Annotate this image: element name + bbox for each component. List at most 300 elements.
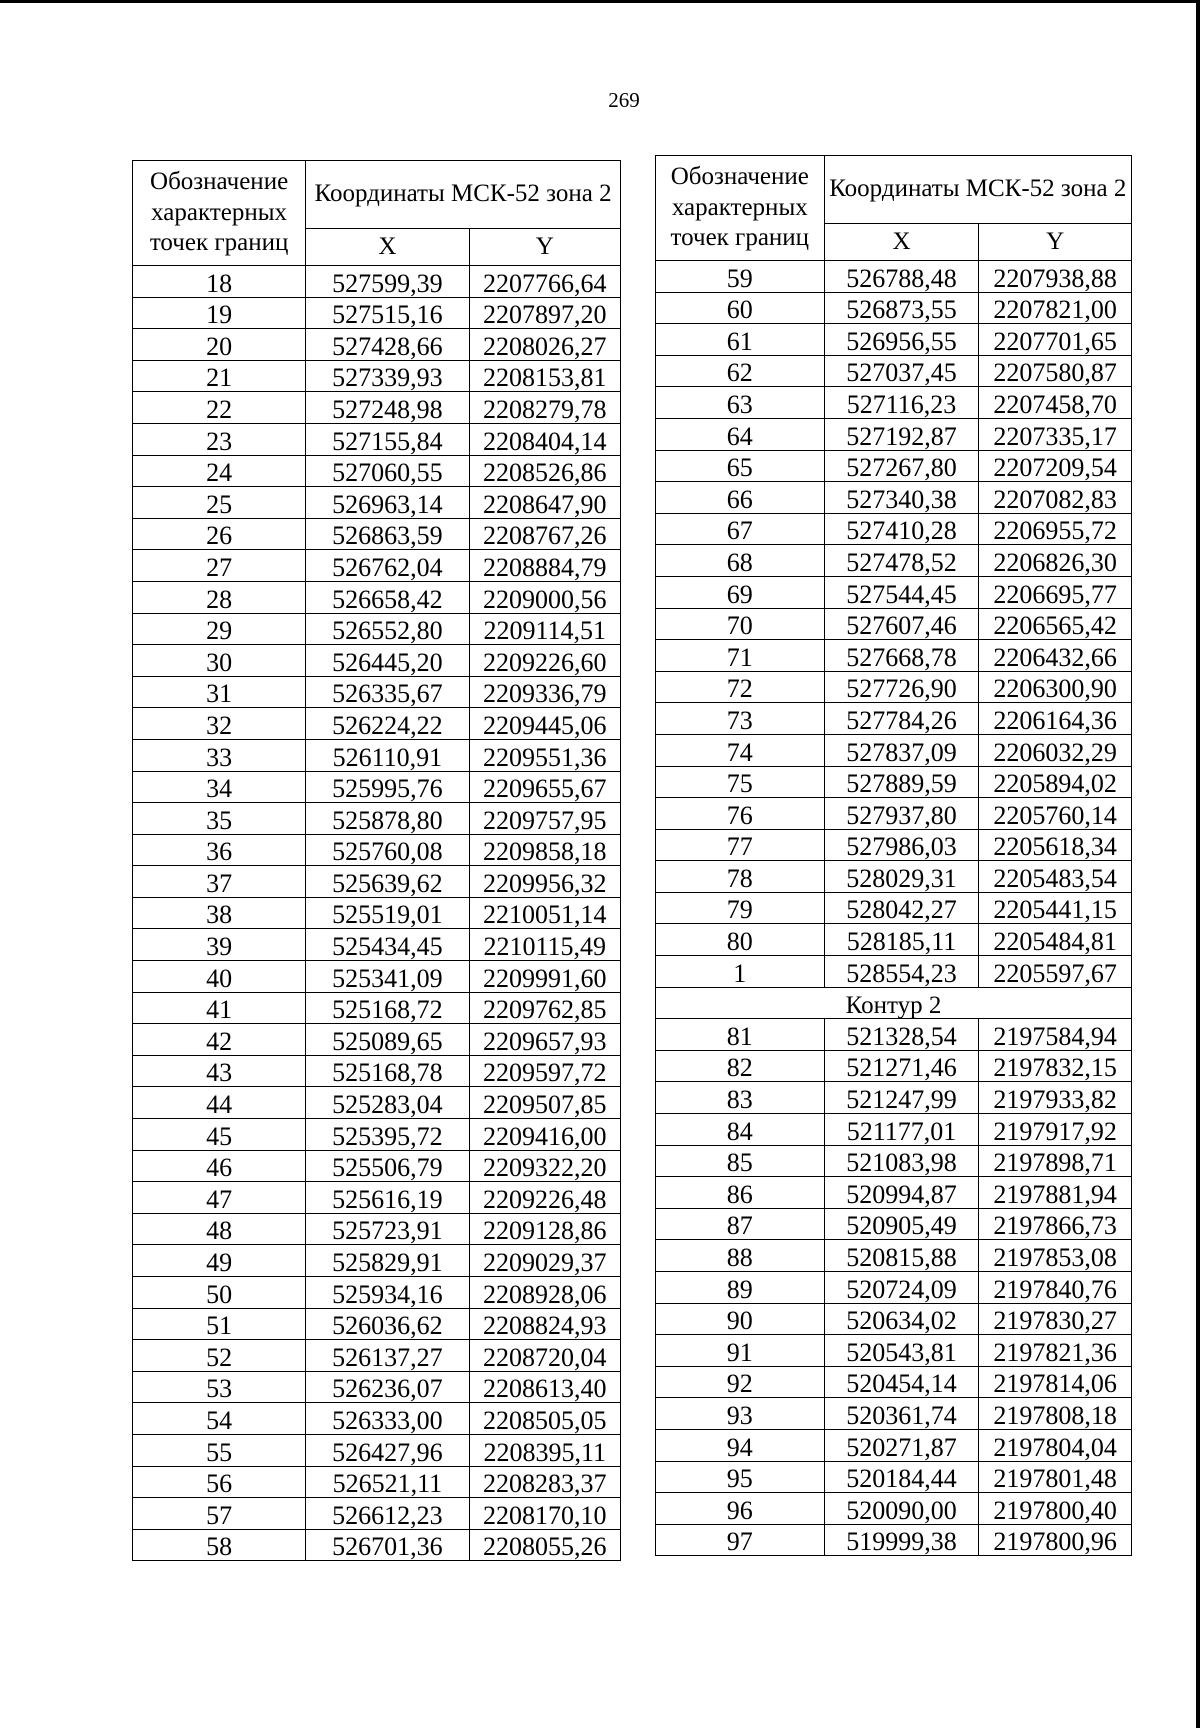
- y-coordinate-cell: 2206432,66: [979, 640, 1132, 672]
- x-coordinate-cell: 519999,38: [824, 1524, 979, 1556]
- y-coordinate-cell: 2206565,42: [979, 608, 1132, 640]
- point-id-cell: 83: [656, 1082, 825, 1114]
- table-row: [656, 1398, 1132, 1430]
- table-row: [656, 1461, 1132, 1493]
- y-coordinate-cell: 2197808,18: [979, 1398, 1132, 1430]
- x-coordinate-cell: 520543,81: [824, 1335, 979, 1367]
- point-id-cell: 64: [656, 418, 825, 450]
- table-row: [656, 956, 1132, 988]
- table-row: [133, 803, 621, 835]
- point-id-cell: 40: [133, 961, 306, 993]
- table-row: [133, 645, 621, 677]
- table-row: [656, 924, 1132, 956]
- point-id-cell: 43: [133, 1055, 306, 1087]
- y-coordinate-cell: 2208928,06: [469, 1277, 620, 1309]
- section-row: [656, 987, 1132, 1019]
- table-row: [133, 1466, 621, 1498]
- x-coordinate-cell: 528554,23: [824, 956, 979, 988]
- x-coordinate-cell: 526521,11: [306, 1466, 469, 1498]
- y-coordinate-cell: 2207701,65: [979, 324, 1132, 356]
- table-row: [133, 1213, 621, 1245]
- y-coordinate-cell: 2206032,29: [979, 734, 1132, 766]
- x-coordinate-cell: 527248,98: [306, 392, 469, 424]
- x-coordinate-cell: 527726,90: [824, 671, 979, 703]
- section-header: [656, 987, 1132, 1019]
- x-coordinate-cell: 528042,27: [824, 892, 979, 924]
- point-id-cell: 30: [133, 645, 306, 677]
- point-id-cell: 91: [656, 1335, 825, 1367]
- y-coordinate-cell: 2208720,04: [469, 1340, 620, 1372]
- point-id-cell: 37: [133, 866, 306, 898]
- x-coordinate-cell: 525616,19: [306, 1182, 469, 1214]
- table-row: [656, 829, 1132, 861]
- point-id-cell: 23: [133, 423, 306, 455]
- y-coordinate-cell: 2209000,56: [469, 581, 620, 613]
- y-coordinate-cell: 2207335,17: [979, 418, 1132, 450]
- point-id-cell: 80: [656, 924, 825, 956]
- table-row: [133, 961, 621, 993]
- table-row: [656, 892, 1132, 924]
- x-coordinate-cell: 527937,80: [824, 798, 979, 830]
- y-coordinate-cell: 2209226,60: [469, 645, 620, 677]
- table-body-contour-1: [656, 261, 1132, 988]
- x-coordinate-cell: 527986,03: [824, 829, 979, 861]
- y-coordinate-cell: 2206695,77: [979, 576, 1132, 608]
- x-coordinate-cell: 526036,62: [306, 1308, 469, 1340]
- x-coordinate-cell: 526552,80: [306, 613, 469, 645]
- table-row: [133, 1055, 621, 1087]
- y-coordinate-cell: 2197881,94: [979, 1177, 1132, 1209]
- table-row: [133, 708, 621, 740]
- point-id-cell: 38: [133, 897, 306, 929]
- x-coordinate-cell: 520815,88: [824, 1240, 979, 1272]
- point-id-cell: 55: [133, 1434, 306, 1466]
- table-row: [133, 676, 621, 708]
- table-row: [656, 1493, 1132, 1525]
- table-row: [133, 1308, 621, 1340]
- table-row: [133, 297, 621, 329]
- table-row: [656, 1524, 1132, 1556]
- table-row: [656, 861, 1132, 893]
- x-coordinate-cell: 527340,38: [824, 482, 979, 514]
- y-coordinate-cell: 2208153,81: [469, 360, 620, 392]
- point-id-cell: 51: [133, 1308, 306, 1340]
- x-coordinate-cell: 527478,52: [824, 545, 979, 577]
- x-coordinate-cell: 526335,67: [306, 676, 469, 708]
- x-coordinate-cell: 525995,76: [306, 771, 469, 803]
- x-coordinate-cell: 527428,66: [306, 329, 469, 361]
- x-coordinate-cell: 527668,78: [824, 640, 979, 672]
- table-row: [656, 545, 1132, 577]
- x-coordinate-cell: 525934,16: [306, 1277, 469, 1309]
- table-row: [656, 1208, 1132, 1240]
- y-coordinate-cell: 2210051,14: [469, 897, 620, 929]
- table-row: [656, 387, 1132, 419]
- x-coordinate-cell: 527037,45: [824, 355, 979, 387]
- coordinates-table-right: [655, 155, 1132, 1556]
- point-id-cell: 68: [656, 545, 825, 577]
- point-id-cell: 59: [656, 261, 825, 293]
- point-id-cell: 61: [656, 324, 825, 356]
- point-id-cell: 94: [656, 1429, 825, 1461]
- table-row: [656, 1145, 1132, 1177]
- table-row: [656, 482, 1132, 514]
- y-coordinate-cell: 2208279,78: [469, 392, 620, 424]
- header-point-label: Обозначение характерных точек границ: [133, 161, 306, 266]
- point-id-cell: 21: [133, 360, 306, 392]
- table-row: [133, 550, 621, 582]
- point-id-cell: 44: [133, 1087, 306, 1119]
- table-row: [133, 487, 621, 519]
- x-coordinate-cell: 526762,04: [306, 550, 469, 582]
- page-border-top: [0, 0, 1200, 3]
- x-coordinate-cell: 526137,27: [306, 1340, 469, 1372]
- table-row: [133, 613, 621, 645]
- y-coordinate-cell: 2205760,14: [979, 798, 1132, 830]
- point-id-cell: 77: [656, 829, 825, 861]
- x-coordinate-cell: 526612,23: [306, 1498, 469, 1530]
- x-coordinate-cell: 520184,44: [824, 1461, 979, 1493]
- point-id-cell: 58: [133, 1529, 306, 1561]
- point-id-cell: 25: [133, 487, 306, 519]
- x-coordinate-cell: 521271,46: [824, 1050, 979, 1082]
- point-id-cell: 74: [656, 734, 825, 766]
- table-row: [656, 1272, 1132, 1304]
- table-row: [133, 392, 621, 424]
- x-coordinate-cell: 526701,36: [306, 1529, 469, 1561]
- y-coordinate-cell: 2197584,94: [979, 1019, 1132, 1051]
- y-coordinate-cell: 2209322,20: [469, 1150, 620, 1182]
- point-id-cell: 79: [656, 892, 825, 924]
- table-row: [656, 292, 1132, 324]
- y-coordinate-cell: 2208824,93: [469, 1308, 620, 1340]
- y-coordinate-cell: 2206164,36: [979, 703, 1132, 735]
- table-row: [133, 929, 621, 961]
- header-x: X: [824, 223, 979, 261]
- point-id-cell: 33: [133, 739, 306, 771]
- y-coordinate-cell: 2207938,88: [979, 261, 1132, 293]
- point-id-cell: 66: [656, 482, 825, 514]
- header-x: X: [306, 228, 469, 266]
- y-coordinate-cell: 2207209,54: [979, 450, 1132, 482]
- x-coordinate-cell: 520634,02: [824, 1303, 979, 1335]
- y-coordinate-cell: 2197830,27: [979, 1303, 1132, 1335]
- point-id-cell: 87: [656, 1208, 825, 1240]
- table-row: [656, 1019, 1132, 1051]
- y-coordinate-cell: 2197800,40: [979, 1493, 1132, 1525]
- table-body-contour-2: [656, 1019, 1132, 1556]
- y-coordinate-cell: 2209991,60: [469, 961, 620, 993]
- y-coordinate-cell: 2208767,26: [469, 518, 620, 550]
- y-coordinate-cell: 2197821,36: [979, 1335, 1132, 1367]
- table-row: [133, 1087, 621, 1119]
- table-row: [656, 1082, 1132, 1114]
- point-id-cell: 97: [656, 1524, 825, 1556]
- point-id-cell: 60: [656, 292, 825, 324]
- table-row: [133, 581, 621, 613]
- table-row: [133, 1245, 621, 1277]
- x-coordinate-cell: 520454,14: [824, 1366, 979, 1398]
- x-coordinate-cell: 527410,28: [824, 513, 979, 545]
- table-row: [656, 1050, 1132, 1082]
- table-row: [133, 423, 621, 455]
- point-id-cell: 96: [656, 1493, 825, 1525]
- y-coordinate-cell: 2207821,00: [979, 292, 1132, 324]
- x-coordinate-cell: 521177,01: [824, 1114, 979, 1146]
- x-coordinate-cell: 525434,45: [306, 929, 469, 961]
- x-coordinate-cell: 525519,01: [306, 897, 469, 929]
- x-coordinate-cell: 527116,23: [824, 387, 979, 419]
- table-row: [656, 1240, 1132, 1272]
- point-id-cell: 62: [656, 355, 825, 387]
- x-coordinate-cell: 525168,78: [306, 1055, 469, 1087]
- y-coordinate-cell: 2206300,90: [979, 671, 1132, 703]
- point-id-cell: 29: [133, 613, 306, 645]
- header-coords-group: Координаты МСК-52 зона 2: [824, 156, 1131, 224]
- table-row: [133, 1277, 621, 1309]
- table-row: [133, 360, 621, 392]
- point-id-cell: 90: [656, 1303, 825, 1335]
- x-coordinate-cell: 525723,91: [306, 1213, 469, 1245]
- y-coordinate-cell: 2205894,02: [979, 766, 1132, 798]
- point-id-cell: 42: [133, 1024, 306, 1056]
- point-id-cell: 39: [133, 929, 306, 961]
- table-row: [656, 1335, 1132, 1367]
- y-coordinate-cell: 2209416,00: [469, 1119, 620, 1151]
- x-coordinate-cell: 527060,55: [306, 455, 469, 487]
- x-coordinate-cell: 527837,09: [824, 734, 979, 766]
- y-coordinate-cell: 2209445,06: [469, 708, 620, 740]
- y-coordinate-cell: 2197801,48: [979, 1461, 1132, 1493]
- table-row: [656, 734, 1132, 766]
- point-id-cell: 82: [656, 1050, 825, 1082]
- x-coordinate-cell: 526863,59: [306, 518, 469, 550]
- point-id-cell: 69: [656, 576, 825, 608]
- x-coordinate-cell: 526236,07: [306, 1371, 469, 1403]
- table-row: [656, 1429, 1132, 1461]
- table-row: [133, 1024, 621, 1056]
- y-coordinate-cell: 2208647,90: [469, 487, 620, 519]
- x-coordinate-cell: 526333,00: [306, 1403, 469, 1435]
- coordinates-table-left: [132, 160, 621, 1561]
- y-coordinate-cell: 2208884,79: [469, 550, 620, 582]
- table-row: [133, 897, 621, 929]
- x-coordinate-cell: 525168,72: [306, 992, 469, 1024]
- header-y: Y: [979, 223, 1132, 261]
- y-coordinate-cell: 2197804,04: [979, 1429, 1132, 1461]
- y-coordinate-cell: 2206955,72: [979, 513, 1132, 545]
- point-id-cell: 52: [133, 1340, 306, 1372]
- table-row: [656, 450, 1132, 482]
- y-coordinate-cell: 2206826,30: [979, 545, 1132, 577]
- table-row: [656, 261, 1132, 293]
- y-coordinate-cell: 2205484,81: [979, 924, 1132, 956]
- x-coordinate-cell: 526110,91: [306, 739, 469, 771]
- point-id-cell: 36: [133, 834, 306, 866]
- x-coordinate-cell: 526658,42: [306, 581, 469, 613]
- table-row: [656, 513, 1132, 545]
- x-coordinate-cell: 527155,84: [306, 423, 469, 455]
- y-coordinate-cell: 2208613,40: [469, 1371, 620, 1403]
- x-coordinate-cell: 521247,99: [824, 1082, 979, 1114]
- point-id-cell: 49: [133, 1245, 306, 1277]
- y-coordinate-cell: 2209226,48: [469, 1182, 620, 1214]
- y-coordinate-cell: 2209655,67: [469, 771, 620, 803]
- point-id-cell: 84: [656, 1114, 825, 1146]
- table-row: [133, 834, 621, 866]
- y-coordinate-cell: 2209757,95: [469, 803, 620, 835]
- table-row: [656, 1303, 1132, 1335]
- y-coordinate-cell: 2197917,92: [979, 1114, 1132, 1146]
- y-coordinate-cell: 2209657,93: [469, 1024, 620, 1056]
- point-id-cell: 45: [133, 1119, 306, 1151]
- x-coordinate-cell: 520090,00: [824, 1493, 979, 1525]
- y-coordinate-cell: 2205483,54: [979, 861, 1132, 893]
- table-row: [133, 1529, 621, 1561]
- x-coordinate-cell: 527599,39: [306, 266, 469, 298]
- x-coordinate-cell: 520361,74: [824, 1398, 979, 1430]
- x-coordinate-cell: 526445,20: [306, 645, 469, 677]
- point-id-cell: 86: [656, 1177, 825, 1209]
- x-coordinate-cell: 527889,59: [824, 766, 979, 798]
- point-id-cell: 65: [656, 450, 825, 482]
- y-coordinate-cell: 2205597,67: [979, 956, 1132, 988]
- y-coordinate-cell: 2208505,05: [469, 1403, 620, 1435]
- point-id-cell: 81: [656, 1019, 825, 1051]
- point-id-cell: 35: [133, 803, 306, 835]
- table-row: [656, 324, 1132, 356]
- y-coordinate-cell: 2208055,26: [469, 1529, 620, 1561]
- table-row: [656, 671, 1132, 703]
- x-coordinate-cell: 527267,80: [824, 450, 979, 482]
- point-id-cell: 26: [133, 518, 306, 550]
- x-coordinate-cell: 520994,87: [824, 1177, 979, 1209]
- y-coordinate-cell: 2209507,85: [469, 1087, 620, 1119]
- point-id-cell: 63: [656, 387, 825, 419]
- table-row: [133, 329, 621, 361]
- y-coordinate-cell: 2207580,87: [979, 355, 1132, 387]
- point-id-cell: 54: [133, 1403, 306, 1435]
- x-coordinate-cell: 520724,09: [824, 1272, 979, 1304]
- y-coordinate-cell: 2209114,51: [469, 613, 620, 645]
- point-id-cell: 53: [133, 1371, 306, 1403]
- y-coordinate-cell: 2197853,08: [979, 1240, 1132, 1272]
- section-label-contour-2: Контур 2: [656, 987, 1132, 1019]
- point-id-cell: 18: [133, 266, 306, 298]
- header-row-top: [133, 161, 621, 229]
- table-row: [133, 455, 621, 487]
- table-row: [133, 1371, 621, 1403]
- table-row: [133, 1434, 621, 1466]
- y-coordinate-cell: 2197866,73: [979, 1208, 1132, 1240]
- x-coordinate-cell: 527515,16: [306, 297, 469, 329]
- y-coordinate-cell: 2205441,15: [979, 892, 1132, 924]
- table-body: [133, 266, 621, 1561]
- table-row: [656, 576, 1132, 608]
- point-id-cell: 48: [133, 1213, 306, 1245]
- point-id-cell: 89: [656, 1272, 825, 1304]
- y-coordinate-cell: 2209858,18: [469, 834, 620, 866]
- point-id-cell: 22: [133, 392, 306, 424]
- table-row: [656, 798, 1132, 830]
- x-coordinate-cell: 525878,80: [306, 803, 469, 835]
- point-id-cell: 93: [656, 1398, 825, 1430]
- x-coordinate-cell: 526224,22: [306, 708, 469, 740]
- table-row: [656, 1114, 1132, 1146]
- table-row: [656, 418, 1132, 450]
- point-id-cell: 19: [133, 297, 306, 329]
- page-border-right: [1196, 0, 1200, 1728]
- x-coordinate-cell: 526873,55: [824, 292, 979, 324]
- x-coordinate-cell: 520271,87: [824, 1429, 979, 1461]
- table-row: [133, 771, 621, 803]
- y-coordinate-cell: 2197840,76: [979, 1272, 1132, 1304]
- header-coords-group: Координаты МСК-52 зона 2: [306, 161, 621, 229]
- point-id-cell: 27: [133, 550, 306, 582]
- x-coordinate-cell: 528029,31: [824, 861, 979, 893]
- x-coordinate-cell: 527784,26: [824, 703, 979, 735]
- y-coordinate-cell: 2209128,86: [469, 1213, 620, 1245]
- point-id-cell: 24: [133, 455, 306, 487]
- y-coordinate-cell: 2197814,06: [979, 1366, 1132, 1398]
- point-id-cell: 70: [656, 608, 825, 640]
- point-id-cell: 57: [133, 1498, 306, 1530]
- x-coordinate-cell: 525506,79: [306, 1150, 469, 1182]
- table-row: [133, 1403, 621, 1435]
- x-coordinate-cell: 525760,08: [306, 834, 469, 866]
- point-id-cell: 71: [656, 640, 825, 672]
- x-coordinate-cell: 525283,04: [306, 1087, 469, 1119]
- x-coordinate-cell: 525639,62: [306, 866, 469, 898]
- x-coordinate-cell: 528185,11: [824, 924, 979, 956]
- point-id-cell: 50: [133, 1277, 306, 1309]
- table-row: [133, 266, 621, 298]
- y-coordinate-cell: 2209336,79: [469, 676, 620, 708]
- table-row: [656, 1177, 1132, 1209]
- x-coordinate-cell: 525829,91: [306, 1245, 469, 1277]
- point-id-cell: 20: [133, 329, 306, 361]
- y-coordinate-cell: 2208170,10: [469, 1498, 620, 1530]
- x-coordinate-cell: 526427,96: [306, 1434, 469, 1466]
- y-coordinate-cell: 2207458,70: [979, 387, 1132, 419]
- y-coordinate-cell: 2207082,83: [979, 482, 1132, 514]
- y-coordinate-cell: 2207897,20: [469, 297, 620, 329]
- table-row: [133, 739, 621, 771]
- y-coordinate-cell: 2197933,82: [979, 1082, 1132, 1114]
- x-coordinate-cell: 526963,14: [306, 487, 469, 519]
- y-coordinate-cell: 2209597,72: [469, 1055, 620, 1087]
- header-row-top: [656, 156, 1132, 224]
- table-row: [656, 608, 1132, 640]
- x-coordinate-cell: 527339,93: [306, 360, 469, 392]
- y-coordinate-cell: 2208395,11: [469, 1434, 620, 1466]
- table-row: [656, 1366, 1132, 1398]
- point-id-cell: 31: [133, 676, 306, 708]
- table-row: [133, 1340, 621, 1372]
- point-id-cell: 32: [133, 708, 306, 740]
- table-row: [656, 766, 1132, 798]
- x-coordinate-cell: 525089,65: [306, 1024, 469, 1056]
- page-number: 269: [608, 88, 640, 112]
- point-id-cell: 67: [656, 513, 825, 545]
- table-row: [133, 518, 621, 550]
- x-coordinate-cell: 526788,48: [824, 261, 979, 293]
- point-id-cell: 95: [656, 1461, 825, 1493]
- x-coordinate-cell: 521328,54: [824, 1019, 979, 1051]
- y-coordinate-cell: 2209956,32: [469, 866, 620, 898]
- y-coordinate-cell: 2205618,34: [979, 829, 1132, 861]
- table-row: [656, 640, 1132, 672]
